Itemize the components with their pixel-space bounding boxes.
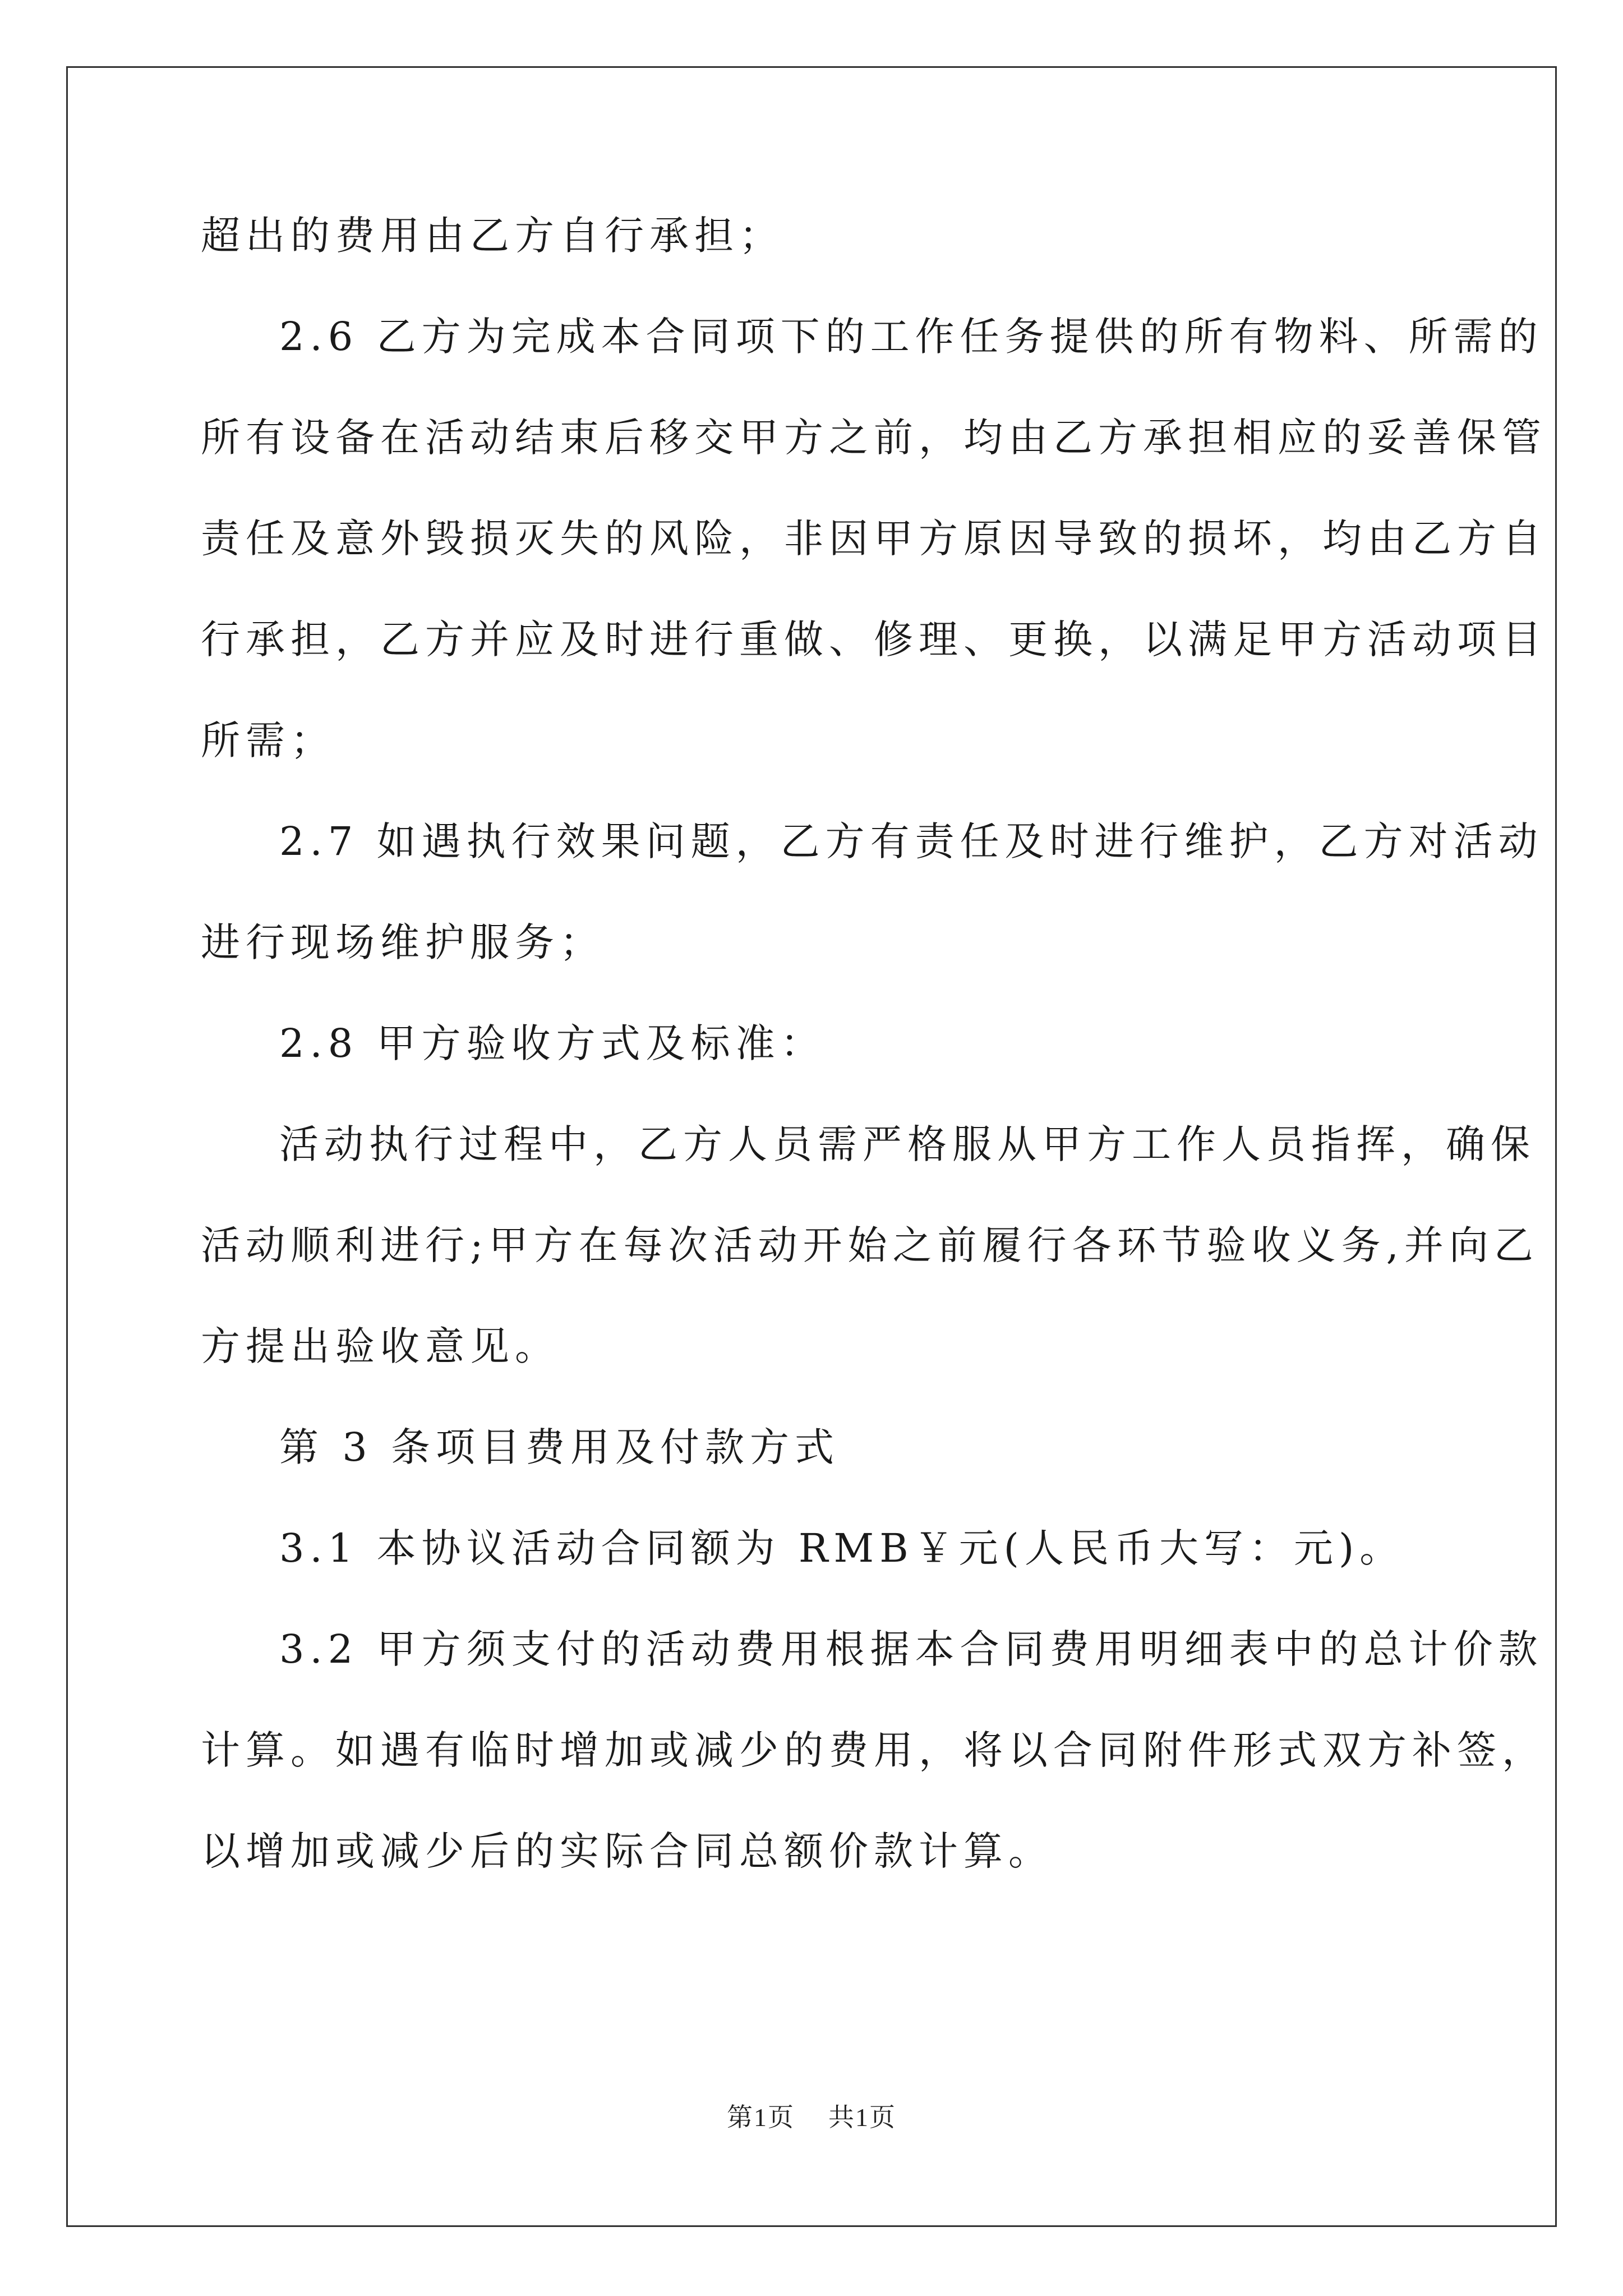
section-title: 第 3 条项目费用及付款方式 <box>279 1424 840 1470</box>
text-line: 进行现场维护服务； <box>201 919 605 965</box>
text-line: 所有设备在活动结束后移交甲方之前，均由乙方承担相应的妥善保管 <box>201 415 1547 461</box>
page-footer <box>0 2097 1623 2134</box>
document-body <box>201 185 1547 1902</box>
text-line: 计算。如遇有临时增加或减少的费用，将以合同附件形式双方补签， <box>201 1727 1547 1773</box>
paragraph-3-1 <box>201 1498 1440 1599</box>
text-line: 3.1 本协议活动合同额为 RMB￥元(人民币大写：元)。 <box>279 1525 1405 1571</box>
paragraph-2-8 <box>201 993 1440 1094</box>
paragraph-2-7 <box>201 791 1543 993</box>
text-line: 行承担，乙方并应及时进行重做、修理、更换，以满足甲方活动项目 <box>201 616 1547 662</box>
page-total: 共1页 <box>828 2103 896 2132</box>
text-line: 2.6 乙方为完成本合同项下的工作任务提供的所有物料、所需的 <box>279 314 1543 360</box>
text-line: 活动执行过程中，乙方人员需严格服从甲方工作人员指挥，确保 <box>279 1121 1536 1167</box>
section-heading-3 <box>201 1397 1440 1498</box>
text-line: 方提出验收意见。 <box>201 1323 560 1369</box>
text-line: 2.8 甲方验收方式及标准： <box>279 1020 826 1066</box>
text-line: 活动顺利进行;甲方在每次活动开始之前履行各环节验收义务,并向乙 <box>201 1222 1539 1268</box>
text-line: 2.7 如遇执行效果问题，乙方有责任及时进行维护，乙方对活动 <box>279 818 1543 864</box>
paragraph-2-6 <box>201 286 1547 791</box>
text-line: 责任及意外毁损灭失的风险，非因甲方原因导致的损坏，均由乙方自 <box>201 516 1547 562</box>
text-line: 3.2 甲方须支付的活动费用根据本合同费用明细表中的总计价款 <box>279 1626 1543 1672</box>
text-line: 超出的费用由乙方自行承担； <box>201 213 784 259</box>
text-line: 以增加或减少后的实际合同总额价款计算。 <box>201 1828 1053 1874</box>
page-number: 第1页 <box>727 2103 795 2132</box>
text-line: 所需； <box>201 717 335 763</box>
paragraph-3-2 <box>201 1599 1547 1902</box>
paragraph-acceptance <box>201 1094 1539 1397</box>
paragraph-continuation <box>201 185 1440 286</box>
